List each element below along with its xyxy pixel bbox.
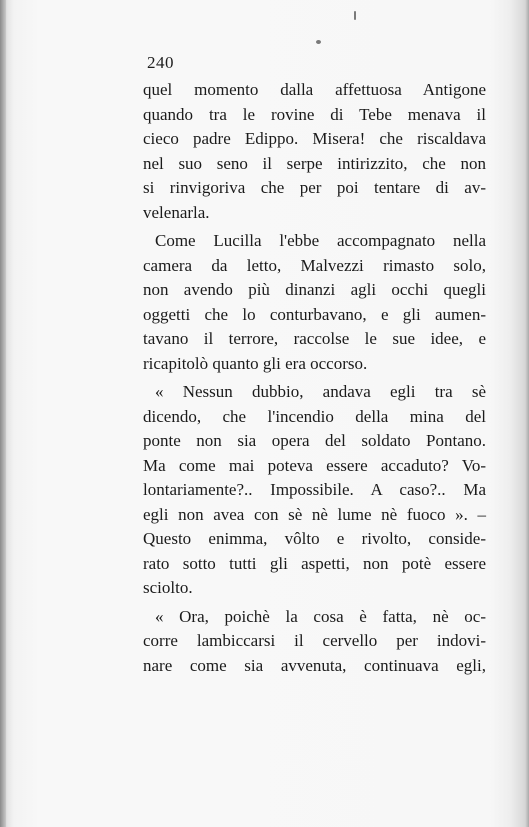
text-line: nel suo seno il serpe intirizzito, che non [143,153,486,173]
text-line: quel momento dalla affettuosa Antigone [143,80,486,99]
text-line: tavano il terrore, raccolse le sue idee, e [143,329,486,348]
body-text [143,78,486,678]
text-line: Come Lucilla l'ebbe accompagnato nella [155,231,486,250]
text-line: velenarla. [143,202,210,222]
text-line: si rinvigoriva che per poi tentare di av- [143,178,486,197]
ink-speck [316,40,321,44]
paragraph [143,605,486,679]
text-line: sciolto. [143,578,193,597]
text-line: rato sotto tutti gli aspetti, non potè essere [143,553,486,573]
paragraph [143,229,486,376]
text-line: ricapitolò quanto gli era occorso. [143,353,368,373]
text-line: nare come sia avvenuta, continuava egli, [143,655,486,675]
text-line: Ma come mai poteva essere accaduto? Vo- [143,455,486,475]
text-line: corre lambiccarsi il cervello per indovi- [143,631,486,650]
text-line: non avendo più dinanzi agli occhi quegli [143,280,486,299]
text-line: « Nessun dubbio, andava egli tra sè [155,382,486,401]
text-line: cieco padre Edippo. Misera! che riscaldava [143,129,486,148]
page-edge-shadow [525,0,529,827]
text-line: quando tra le rovine di Tebe menava il [143,104,486,124]
text-line: ponte non sia opera del soldato Pontano. [143,431,486,450]
page-spine-shadow [0,0,6,827]
paragraph [143,78,486,225]
text-line: Questo enimma, vôlto e rivolto, conside- [143,529,486,548]
text-line: lontariamente?.. Impossibile. A caso?.. Ma [143,480,486,499]
page-number: 240 [147,53,174,72]
text-line: camera da letto, Malvezzi rimasto solo, [143,255,486,275]
text-line: egli non avea con sè nè lume nè fuoco ». – [143,504,486,524]
paragraph [143,380,486,601]
ink-speck [354,11,356,20]
text-line: dicendo, che l'incendio della mina del [143,406,486,426]
text-line: « Ora, poichè la cosa è fatta, nè oc- [155,606,486,626]
text-line: oggetti che lo conturbavano, e gli aumen- [143,304,486,324]
